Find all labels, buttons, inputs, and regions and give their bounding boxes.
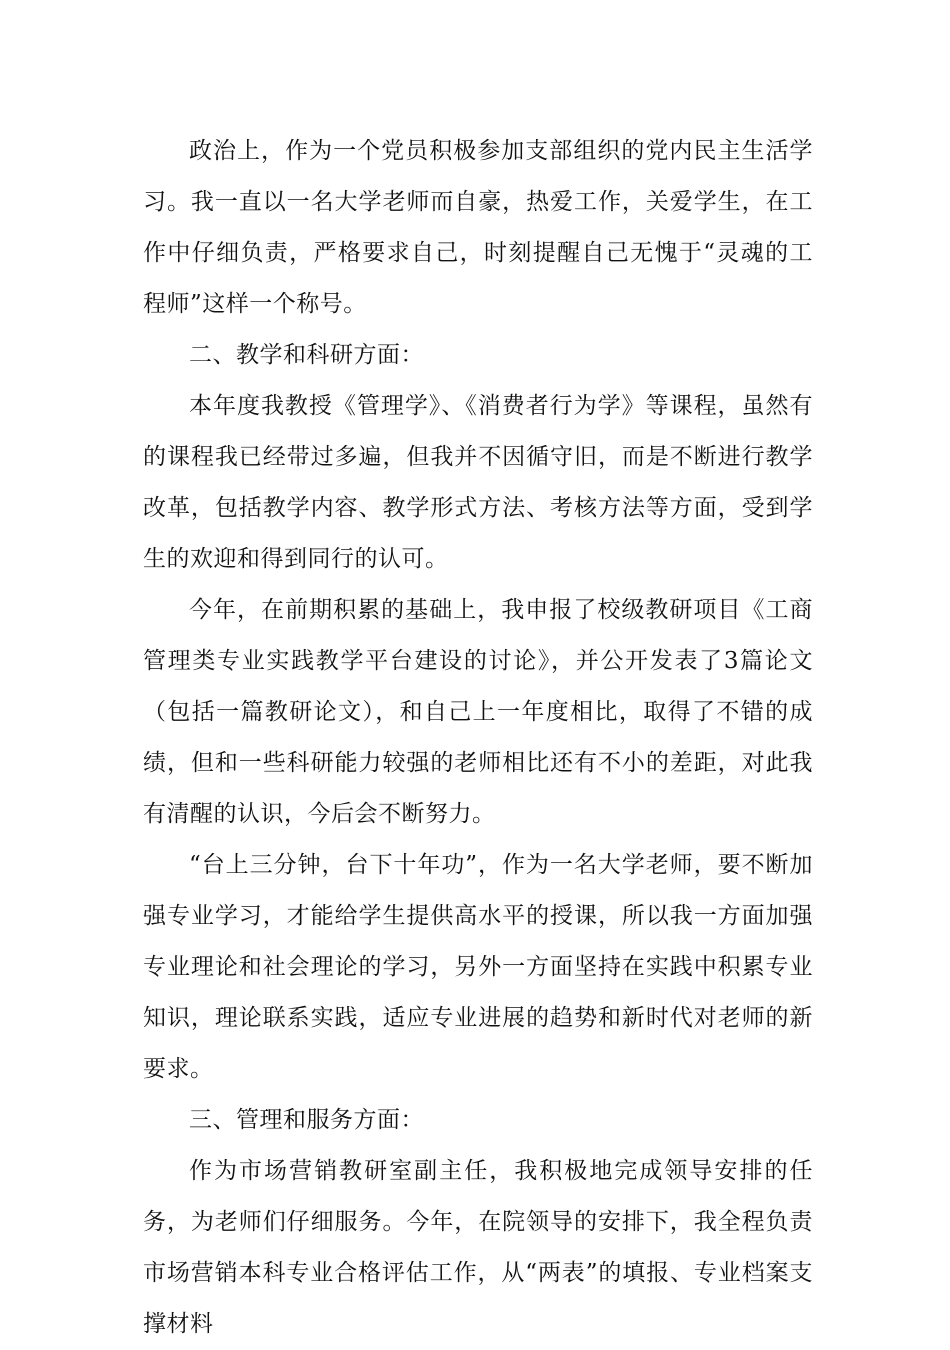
paragraph-political: 政治上，作为一个党员积极参加支部组织的党内民主生活学习。我一直以一名大学老师而自豪，热爱工作，关爱学生，在工作中仔细负责，严格要求自己，时刻提醒自己无愧于“灵魂的工程师”这样一个称号。 (143, 138, 813, 317)
paragraph-professional-study: “台上三分钟，台下十年功”，作为一名大学老师，要不断加强专业学习，才能给学生提供高水平的授课，所以我一方面加强专业理论和社会理论的学习，另外一方面坚持在实践中积累专业知识，理论联系实践，适应专业进展的趋势和新时代对老师的新要求。 (143, 852, 813, 1082)
document-body (143, 126, 813, 1350)
paragraph-management: 作为市场营销教研室副主任，我积极地完成领导安排的任务，为老师们仔细服务。今年，在院领导的安排下，我全程负责市场营销本科专业合格评估工作，从“两表”的填报、专业档案支撑材料 (143, 1158, 813, 1337)
section-heading-management-service: 三、管理和服务方面： (189, 1107, 424, 1133)
paragraph-research: 今年，在前期积累的基础上，我申报了校级教研项目《工商管理类专业实践教学平台建设的讨论》，并公开发表了3篇论文（包括一篇教研论文），和自己上一年度相比，取得了不错的成绩，但和一些科研能力较强的老师相比还有不小的差距，对此我有清醒的认识，今后会不断努力。 (143, 597, 813, 827)
paragraph-courses: 本年度我教授《管理学》、《消费者行为学》等课程，虽然有的课程我已经带过多遍，但我并不因循守旧，而是不断进行教学改革，包括教学内容、教学形式方法、考核方法等方面，受到学生的欢迎和得到同行的认可。 (143, 393, 813, 572)
section-heading-teaching-research: 二、教学和科研方面： (189, 342, 424, 368)
